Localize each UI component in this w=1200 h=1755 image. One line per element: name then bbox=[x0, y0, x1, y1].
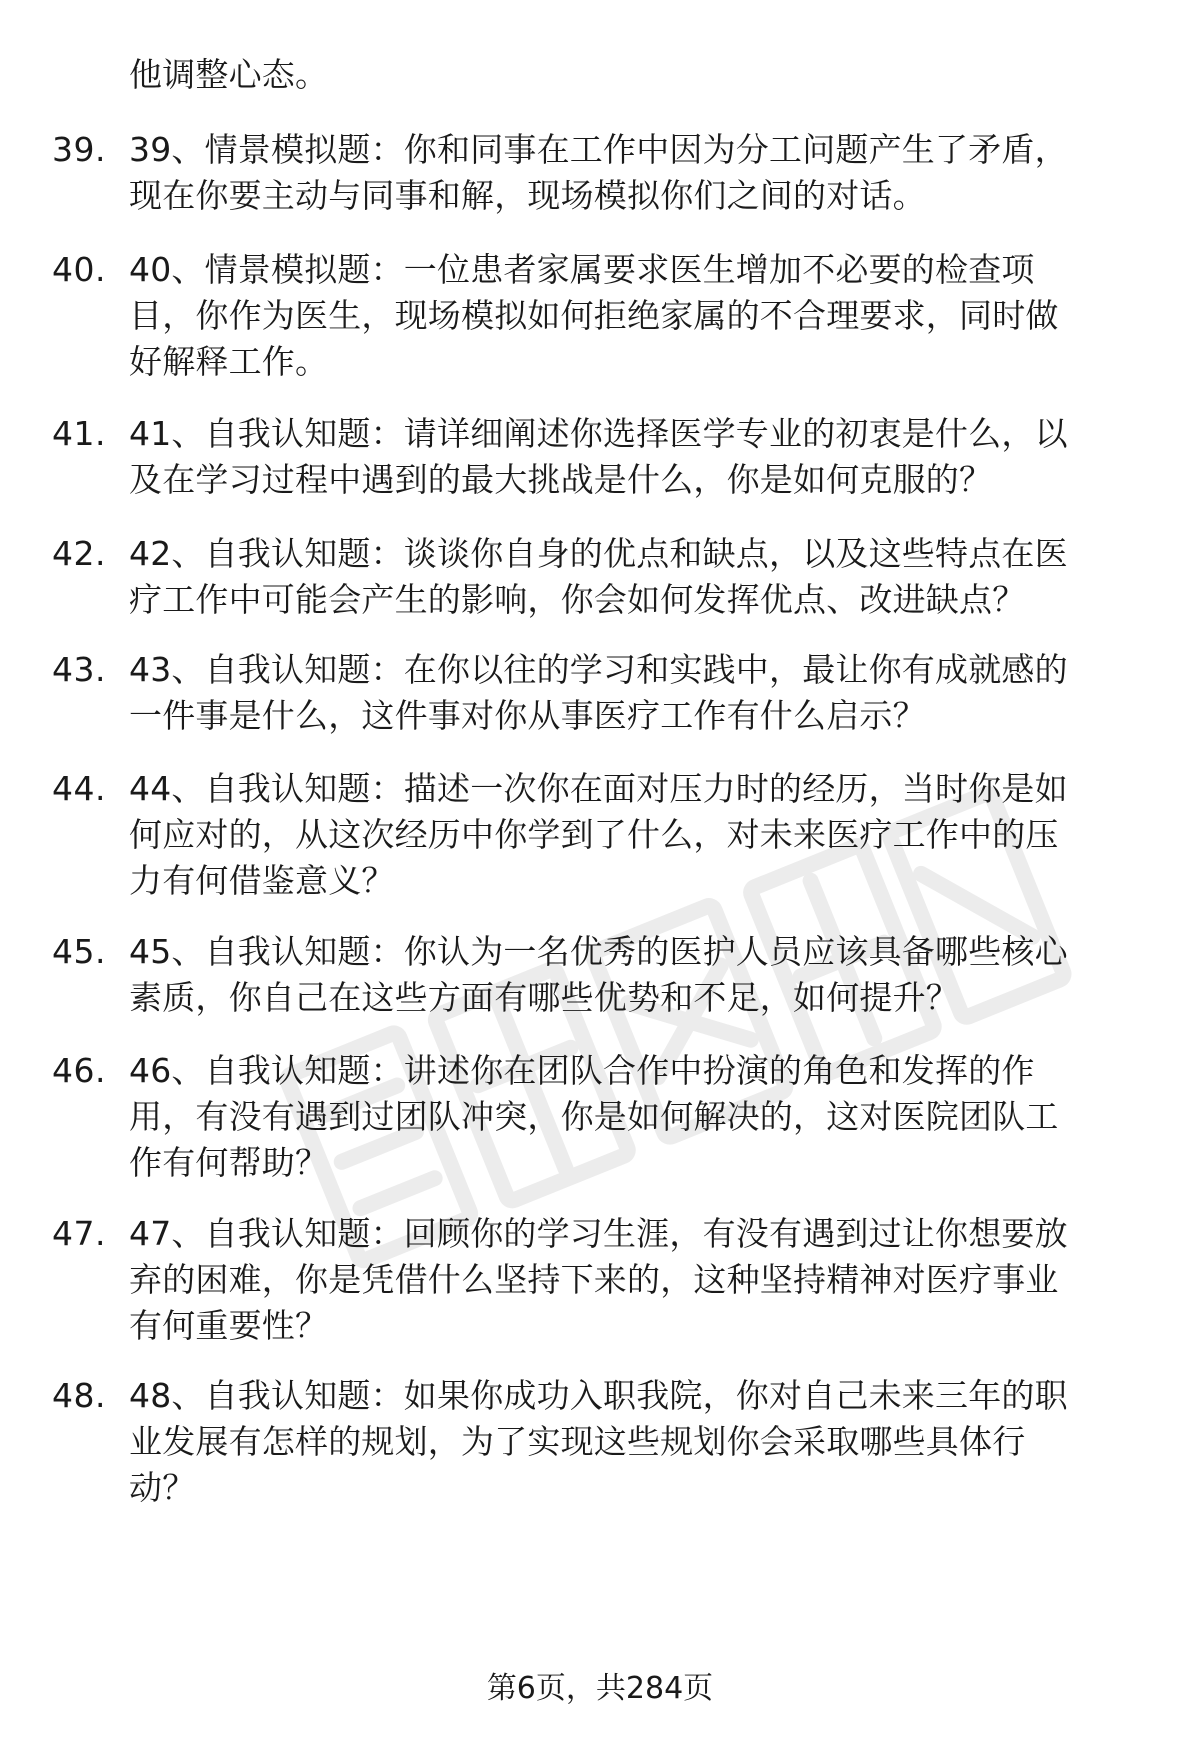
item-text bbox=[129, 247, 1144, 385]
text-line: 目，你作为医生，现场模拟如何拒绝家属的不合理要求，同时做 bbox=[129, 296, 1059, 335]
item-number: 48. bbox=[52, 1376, 106, 1415]
text-line: 疗工作中可能会产生的影响，你会如何发挥优点、改进缺点？ bbox=[129, 580, 1026, 619]
item-text bbox=[129, 531, 1144, 623]
item-number: 40. bbox=[52, 250, 106, 289]
item-number: 41. bbox=[52, 414, 106, 453]
item-text bbox=[129, 127, 1144, 219]
item-text bbox=[129, 647, 1144, 739]
text-line: 44、自我认知题：描述一次你在面对压力时的经历，当时你是如 bbox=[129, 769, 1068, 808]
item-number: 46. bbox=[52, 1051, 106, 1090]
text-line: 力有何借鉴意义？ bbox=[129, 861, 395, 900]
item-text bbox=[129, 1373, 1144, 1511]
text-line: 素质，你自己在这些方面有哪些优势和不足，如何提升？ bbox=[129, 978, 959, 1017]
item-text bbox=[129, 411, 1144, 503]
text-line: 43、自我认知题：在你以往的学习和实践中，最让你有成就感的 bbox=[129, 650, 1068, 689]
text-line: 39、情景模拟题：你和同事在工作中因为分工问题产生了矛盾， bbox=[129, 130, 1068, 169]
text-line: 用，有没有遇到过团队冲突，你是如何解决的，这对医院团队工 bbox=[129, 1097, 1059, 1136]
text-line: 一件事是什么，这件事对你从事医疗工作有什么启示？ bbox=[129, 696, 926, 735]
text-line: 47、自我认知题：回顾你的学习生涯，有没有遇到过让你想要放 bbox=[129, 1214, 1068, 1253]
text-line: 及在学习过程中遇到的最大挑战是什么，你是如何克服的？ bbox=[129, 460, 993, 499]
item-number: 45. bbox=[52, 932, 106, 971]
text-line: 42、自我认知题：谈谈你自身的优点和缺点，以及这些特点在医 bbox=[129, 534, 1068, 573]
item-number: 47. bbox=[52, 1214, 106, 1253]
item-text bbox=[129, 929, 1144, 1021]
text-line: 48、自我认知题：如果你成功入职我院，你对自己未来三年的职 bbox=[129, 1376, 1068, 1415]
text-line: 有何重要性？ bbox=[129, 1306, 329, 1345]
page-footer: 第6页，共284页 bbox=[486, 1671, 714, 1706]
text-line: 41、自我认知题：请详细阐述你选择医学专业的初衷是什么，以 bbox=[129, 414, 1068, 453]
continuation-lines bbox=[129, 52, 1144, 98]
text-line: 作有何帮助？ bbox=[129, 1143, 329, 1182]
text-line: 46、自我认知题：讲述你在团队合作中扮演的角色和发挥的作 bbox=[129, 1051, 1035, 1090]
text-line: 45、自我认知题：你认为一名优秀的医护人员应该具备哪些核心 bbox=[129, 932, 1068, 971]
text-line: 他调整心态。 bbox=[129, 55, 329, 94]
item-text bbox=[129, 1211, 1144, 1349]
text-line: 动？ bbox=[129, 1468, 196, 1507]
text-line: 何应对的，从这次经历中你学到了什么，对未来医疗工作中的压 bbox=[129, 815, 1059, 854]
item-number: 43. bbox=[52, 650, 106, 689]
text-line: 40、情景模拟题：一位患者家属要求医生增加不必要的检查项 bbox=[129, 250, 1035, 289]
item-number: 39. bbox=[52, 130, 106, 169]
text-line: 业发展有怎样的规划，为了实现这些规划你会采取哪些具体行 bbox=[129, 1422, 1026, 1461]
text-line: 好解释工作。 bbox=[129, 342, 329, 381]
item-number: 44. bbox=[52, 769, 106, 808]
item-number: 42. bbox=[52, 534, 106, 573]
text-line: 现在你要主动与同事和解，现场模拟你们之间的对话。 bbox=[129, 176, 926, 215]
text-line: 弃的困难，你是凭借什么坚持下来的，这种坚持精神对医疗事业 bbox=[129, 1260, 1059, 1299]
item-text bbox=[129, 1048, 1144, 1186]
item-text bbox=[129, 766, 1144, 904]
